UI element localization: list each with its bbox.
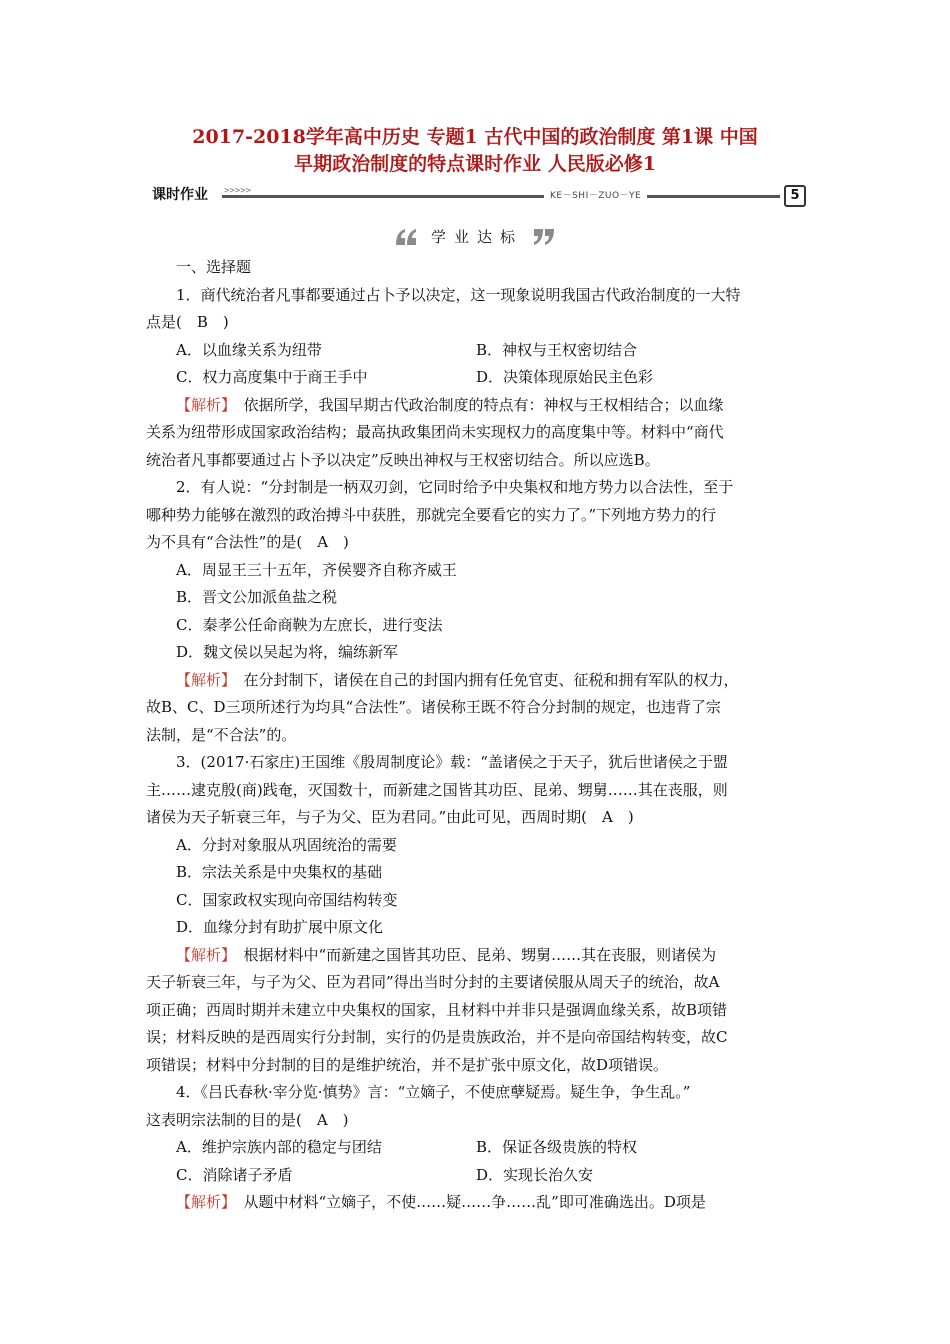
q1-analysis-line-2: 关系为纽带形成国家政治结构；最高执政集团尚未实现权力的高度集中等。材料中“商代 [146,423,724,441]
q3-option-c: C．国家政权实现向帝国结构转变 [176,890,398,909]
analysis-label: 【解析】 [176,395,229,414]
q3-analysis-line-4: 误；材料反映的是西周实行分封制，实行的仍是贵族政治，并不是向帝国结构转变，故C [146,1028,728,1046]
q3-option-b: B．宗法关系是中央集权的基础 [176,863,383,881]
q3-analysis-line-5: 项错误；材料中分封制的目的是维护统治，并不是扩张中原文化，故D项错误。 [146,1055,669,1074]
q4-options-row-1 [146,1134,814,1162]
q1-analysis-line-3: 统治者凡事都要通过占卜予以决定”反映出神权与王权密切结合。所以应选B。 [146,450,660,469]
q3-analysis-line-2: 天子斩衰三年，与子为父、臣为君同”得出当时分封的主要诸侯服从周天子的统治，故A [146,973,720,991]
banner-arrows: >>>>> [224,186,252,196]
q4-stem-line-2: 这表明宗法制的目的是( A ) [146,1110,349,1129]
q4-stem-line-1: 4．《吕氏春秋·宰分览·慎势》言：“立嫡子，不使庶孽疑焉。疑生争，争生乱。” [176,1083,691,1101]
q3-option-a: A．分封对象服从巩固统治的需要 [176,835,397,854]
q1-option-d: D．决策体现原始民主色彩 [476,368,654,386]
q1-stem-line-1: 1．商代统治者凡事都要通过占卜予以决定，这一现象说明我国古代政治制度的一大特 [176,285,741,304]
section-heading [0,226,950,247]
q4-analysis-line-1 [146,1189,814,1217]
q1-analysis-text: 依据所学，我国早期古代政治制度的特点有：神权与王权相结合；以血缘 [228,395,724,414]
q1-analysis-line-1 [146,392,814,420]
q2-stem-line-1: 2．有人说：“分封制是一柄双刃剑，它同时给予中央集权和地方势力以合法性，至于 [176,478,734,496]
analysis-label: 【解析】 [176,1193,229,1211]
banner-pinyin: KE－SHI－ZUO－YE [544,188,647,201]
document-title [130,124,820,178]
q2-analysis-text: 在分封制下，诸侯在自己的封国内拥有任免官吏、征税和拥有军队的权力， [228,670,739,689]
q3-stem-line-3: 诸侯为天子斩衰三年，与子为父、臣为君同。”由此可见，西周时期( A ) [146,808,634,826]
banner-rule [222,195,780,198]
banner-label: 课时作业 [152,187,208,203]
q2-option-b: B．晋文公加派鱼盐之税 [176,588,338,606]
q1-options-row-1 [146,337,814,365]
q2-option-c: C．秦孝公任命商鞅为左庶长，进行变法 [176,615,443,634]
section-heading-text: 学业达标 [430,228,523,246]
question-content [146,254,814,1217]
q3-stem-line-1: 3．(2017·石家庄)王国维《殷周制度论》载：“盖诸侯之于天子，犹后世诸侯之于盟 [176,753,728,771]
q1-option-b: B．神权与王权密切结合 [476,340,638,359]
q4-option-c: C．消除诸子矛盾 [176,1165,293,1184]
q4-analysis-text: 从题中材料“立嫡子，不使……疑……争……乱”即可准确选出。D项是 [228,1193,706,1211]
analysis-label: 【解析】 [176,670,229,689]
q2-analysis-line-1 [146,667,814,695]
q4-option-b: B．保证各级贵族的特权 [476,1138,638,1156]
q3-stem-line-2: 主……逮克殷(商)践奄，灭国数十，而新建之国皆其功臣、昆弟、甥舅……其在丧服，则 [146,780,728,799]
q3-option-d: D．血缘分封有助扩展中原文化 [176,918,384,936]
q1-option-c: C．权力高度集中于商王手中 [176,368,368,386]
q4-option-a: A．维护宗族内部的稳定与团结 [176,1138,382,1156]
q2-stem-line-3: 为不具有“合法性”的是( A ) [146,533,349,551]
question-type-heading: 一、选择题 [176,258,252,276]
q2-stem-line-2: 哪种势力能够在激烈的政治搏斗中获胜，那就完全要看它的实力了。”下列地方势力的行 [146,505,717,524]
open-quote-icon [394,228,418,246]
close-quote-icon [532,228,556,246]
q1-stem-line-2: 点是( B ) [146,313,229,331]
q3-analysis-line-1 [146,942,814,970]
q2-analysis-line-3: 法制，是“不合法”的。 [146,725,297,744]
analysis-label: 【解析】 [176,945,229,964]
q2-option-a: A．周显王三十五年，齐侯婴齐自称齐威王 [176,560,457,579]
title-line-1: 2017-2018学年高中历史 专题1 古代中国的政治制度 第1课 中国 [192,126,758,148]
q3-analysis-text: 根据材料中“而新建之国皆其功臣、昆弟、甥舅……其在丧服，则诸侯为 [228,945,717,964]
banner-number-badge: 5 [784,185,806,207]
q1-options-row-2 [146,364,814,392]
title-line-2: 早期政治制度的特点课时作业 人民版必修1 [294,153,656,175]
q4-option-d: D．实现长治久安 [476,1165,594,1184]
q2-option-d: D．魏文侯以吴起为将，编练新军 [176,643,399,661]
q3-analysis-line-3: 项正确；西周时期并未建立中央集权的国家，且材料中并非只是强调血缘关系，故B项错 [146,1000,728,1019]
section-banner [148,184,806,206]
q4-options-row-2 [146,1162,814,1190]
q1-option-a: A．以血缘关系为纽带 [176,340,322,359]
q2-analysis-line-2: 故B、C、D三项所述行为均具“合法性”。诸侯称王既不符合分封制的规定，也违背了宗 [146,698,721,716]
